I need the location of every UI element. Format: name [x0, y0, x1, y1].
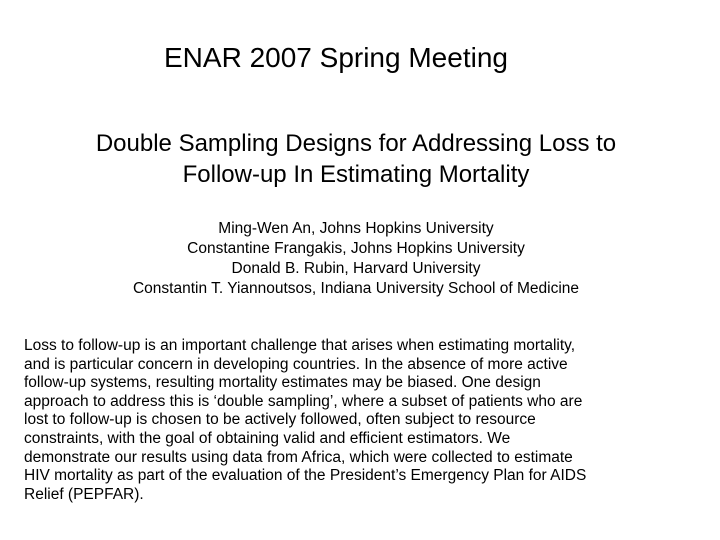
paper-title: [0, 128, 712, 190]
abstract-line: HIV mortality as part of the evaluation of the President’s Emergency Plan for AIDS: [24, 467, 587, 485]
author-line: Ming-Wen An, Johns Hopkins University: [218, 220, 494, 237]
abstract-line: follow-up systems, resulting mortality estimates may be biased. One design: [24, 374, 541, 392]
paper-title-line-1: Double Sampling Designs for Addressing Loss to: [95, 130, 617, 157]
abstract-text: [24, 337, 694, 504]
meeting-title: ENAR 2007 Spring Meeting: [164, 42, 508, 73]
abstract-line: constraints, with the goal of obtaining valid and efficient estimators. We: [24, 429, 511, 447]
abstract-line: Relief (PEPFAR).: [24, 485, 144, 503]
abstract-line: demonstrate our results using data from Africa, which were collected to estimate: [24, 448, 573, 466]
author-line: Donald B. Rubin, Harvard University: [231, 260, 481, 277]
abstract-line: Loss to follow-up is an important challenge that arises when estimating mortality,: [24, 337, 576, 354]
author-line: Constantin T. Yiannoutsos, Indiana University School of Medicine: [132, 280, 580, 297]
author-list: [0, 219, 712, 299]
paper-title-line-2: Follow-up In Estimating Mortality: [182, 161, 530, 188]
abstract-line: and is particular concern in developing countries. In the absence of more active: [24, 355, 568, 373]
author-line: Constantine Frangakis, Johns Hopkins University: [187, 240, 525, 257]
abstract-line: lost to follow-up is chosen to be actively followed, often subject to resource: [24, 411, 536, 429]
abstract-line: approach to address this is ‘double sampling’, where a subset of patients who are: [24, 392, 583, 410]
